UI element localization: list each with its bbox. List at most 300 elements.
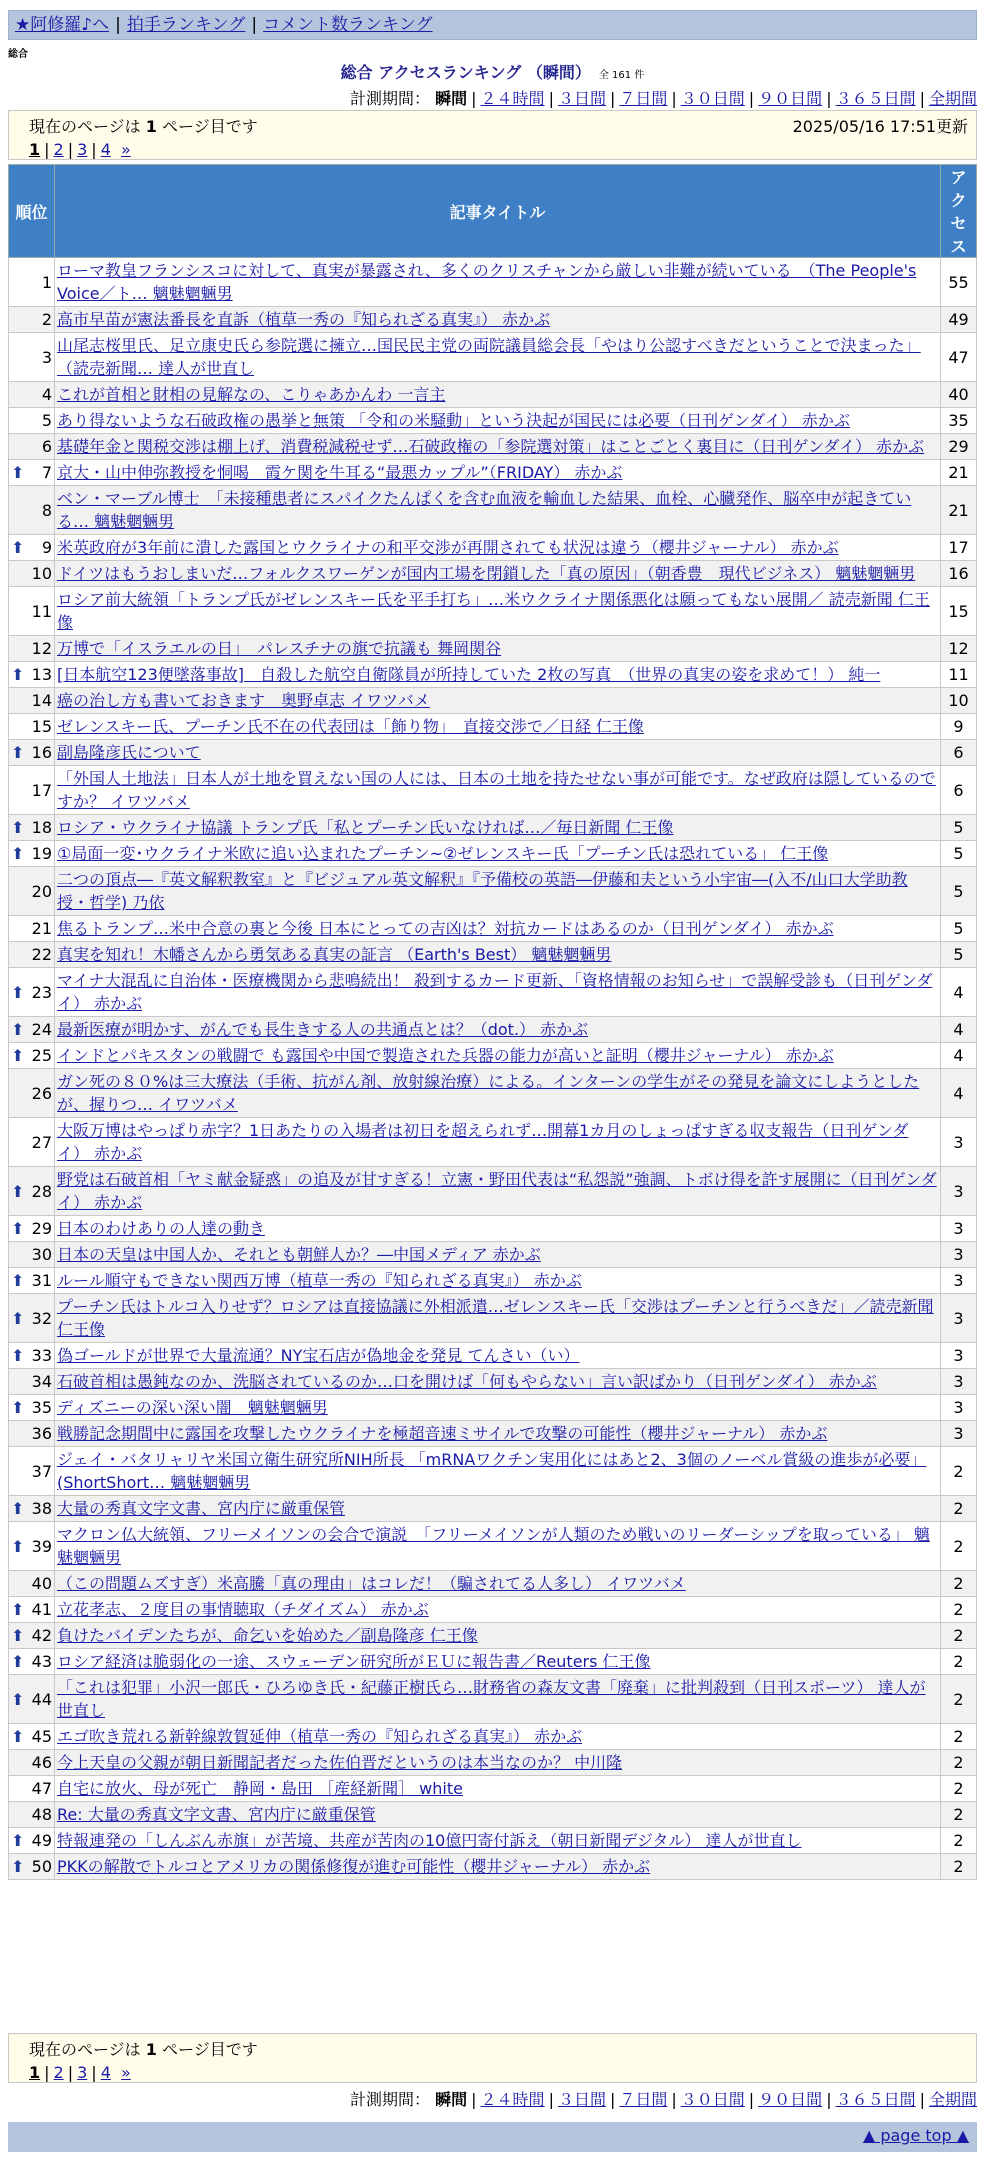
table-row xyxy=(9,1675,977,1724)
period-3d-link[interactable]: ３日間 xyxy=(557,2090,606,2109)
access-count: 3 xyxy=(941,1242,977,1268)
rank-cell xyxy=(9,1724,55,1750)
title-cell xyxy=(55,1167,941,1216)
article-link[interactable]: ①局面一変･ウクライナ米欧に追い込まれたプーチン~②ゼレンスキー氏「プーチン氏は恐れている」 仁王像 xyxy=(57,844,829,863)
access-count: 5 xyxy=(941,841,977,867)
period-365d-link[interactable]: ３６５日間 xyxy=(835,2090,916,2109)
title-cell xyxy=(55,1776,941,1802)
access-count: 2 xyxy=(941,1649,977,1675)
table-row xyxy=(9,1242,977,1268)
period-7d-link[interactable]: ７日間 xyxy=(619,89,668,108)
access-count: 5 xyxy=(941,916,977,942)
rank-cell xyxy=(9,1597,55,1623)
title-cell xyxy=(55,662,941,688)
article-link[interactable]: 日本の天皇は中国人か、それとも朝鮮人か？―中国メディア 赤かぶ xyxy=(57,1245,541,1264)
table-row xyxy=(9,1649,977,1675)
access-count: 2 xyxy=(941,1623,977,1649)
rank-number: 41 xyxy=(31,1600,52,1619)
access-count: 5 xyxy=(941,815,977,841)
table-row xyxy=(9,307,977,333)
title-cell xyxy=(55,1395,941,1421)
article-link[interactable]: インドとパキスタンの戦闘で も露国や中国で製造された兵器の能力が高いと証明（櫻井ジャーナル） 赤かぶ xyxy=(57,1046,834,1065)
title-cell xyxy=(55,1828,941,1854)
article-link[interactable]: マクロン仏大統領、フリーメイソンの会合で演説 「フリーメイソンが人類のため戦いのリーダーシップを取っている」 魑魅魍魎男 xyxy=(57,1525,930,1567)
rank-up-arrow-icon: ⬆ xyxy=(11,463,25,482)
table-row xyxy=(9,942,977,968)
article-link[interactable]: これが首相と財相の見解なの、こりゃあかんわ 一言主 xyxy=(57,385,446,404)
rank-up-arrow-icon: ⬆ xyxy=(11,818,25,837)
page-2-link[interactable]: 2 xyxy=(53,2063,64,2082)
title-cell xyxy=(55,382,941,408)
rank-number: 31 xyxy=(31,1271,52,1290)
article-link[interactable]: [日本航空123便墜落事故] 自殺した航空自衛隊員が所持していた 2枚の写真 （世界の真実の姿を求めて！） 純一 xyxy=(57,665,881,684)
rank-cell xyxy=(9,561,55,587)
access-count: 40 xyxy=(941,382,977,408)
rank-number: 32 xyxy=(31,1308,52,1328)
rank-number: 29 xyxy=(31,1219,52,1238)
period-all-link[interactable]: 全期間 xyxy=(928,2090,977,2109)
rank-up-arrow-icon: ⬆ xyxy=(11,1600,25,1619)
rank-number: 1 xyxy=(41,272,52,292)
table-row xyxy=(9,1017,977,1043)
title-cell xyxy=(55,535,941,561)
title-cell xyxy=(55,740,941,766)
rank-cell xyxy=(9,408,55,434)
rank-number: 6 xyxy=(41,437,52,456)
table-row xyxy=(9,382,977,408)
period-30d-link[interactable]: ３０日間 xyxy=(680,89,745,108)
title-cell xyxy=(55,408,941,434)
access-count: 3 xyxy=(941,1216,977,1242)
access-count: 3 xyxy=(941,1118,977,1167)
title-cell xyxy=(55,815,941,841)
article-link[interactable]: 最新医療が明かす、がんでも長生きする人の共通点とは？（dot.） 赤かぶ xyxy=(57,1020,589,1039)
table-row xyxy=(9,258,977,307)
title-cell xyxy=(55,1421,941,1447)
article-link[interactable]: 特報連発の「しんぶん赤旗」が苦境、共産が苦肉の10億円寄付訴え（朝日新聞デジタル） 達人が世直し xyxy=(57,1831,802,1850)
access-count: 2 xyxy=(941,1802,977,1828)
page-1-link[interactable]: 1 xyxy=(29,2063,41,2082)
period-3d-link[interactable]: ３日間 xyxy=(557,89,606,108)
title-cell xyxy=(55,561,941,587)
rank-cell xyxy=(9,587,55,636)
rank-number: 49 xyxy=(31,1831,52,1850)
article-link[interactable]: 日本のわけありの人達の動き xyxy=(57,1219,266,1238)
table-row xyxy=(9,1294,977,1343)
rank-up-arrow-icon: ⬆ xyxy=(11,1219,25,1238)
rank-up-arrow-icon: ⬆ xyxy=(11,844,25,863)
table-row xyxy=(9,968,977,1017)
article-link[interactable]: 副島隆彦氏について xyxy=(57,743,201,762)
title-cell xyxy=(55,258,941,307)
access-count: 4 xyxy=(941,1069,977,1118)
article-link[interactable]: 京大・山中伸弥教授を恫喝 霞ケ関を牛耳る“最悪カップル”（FRIDAY） 赤かぶ xyxy=(57,463,623,482)
article-link[interactable]: ローマ教皇フランシスコに対して、真実が暴露され、多くのクリスチャンから厳しい非難が続いている （The People's Voice／ト… 魑魅魍魎男 xyxy=(57,261,917,303)
table-row xyxy=(9,916,977,942)
article-link[interactable]: ルール順守もできない関西万博（植草一秀の『知られざる真実』） 赤かぶ xyxy=(57,1271,582,1290)
rank-up-arrow-icon: ⬆ xyxy=(11,1652,25,1671)
rank-cell xyxy=(9,1216,55,1242)
rank-up-arrow-icon: ⬆ xyxy=(11,538,25,557)
article-link[interactable]: ディズニーの深い深い闇 魑魅魍魎男 xyxy=(57,1398,328,1417)
article-link[interactable]: 米英政府が3年前に潰した露国とウクライナの和平交渉が再開されても状況は違う（櫻井ジャーナル） 赤かぶ xyxy=(57,538,839,557)
separator: | xyxy=(115,15,121,35)
rank-cell xyxy=(9,1369,55,1395)
period-current: 瞬間 xyxy=(435,89,468,108)
table-row xyxy=(9,1496,977,1522)
article-link[interactable]: 「これは犯罪」小沢一郎氏・ひろゆき氏・紀藤正樹氏ら…財務省の森友文書「廃棄」に批判殺到（日刊スポーツ） 達人が世直し xyxy=(57,1678,926,1720)
rank-up-arrow-icon: ⬆ xyxy=(11,743,25,762)
access-count: 4 xyxy=(941,1017,977,1043)
rank-number: 45 xyxy=(31,1727,52,1746)
rank-cell xyxy=(9,1802,55,1828)
table-row xyxy=(9,867,977,916)
rank-number: 9 xyxy=(41,538,52,557)
table-row xyxy=(9,1724,977,1750)
rank-cell xyxy=(9,1167,55,1216)
title-cell xyxy=(55,1597,941,1623)
rank-number: 4 xyxy=(41,385,52,404)
title-cell xyxy=(55,1649,941,1675)
rank-number: 34 xyxy=(31,1372,52,1391)
rank-number: 12 xyxy=(31,639,52,658)
rank-number: 35 xyxy=(31,1398,52,1417)
table-row xyxy=(9,535,977,561)
rank-number: 44 xyxy=(31,1689,52,1709)
access-count: 3 xyxy=(941,1395,977,1421)
rank-cell xyxy=(9,1776,55,1802)
rank-cell xyxy=(9,815,55,841)
title-cell xyxy=(55,460,941,486)
access-count: 3 xyxy=(941,1268,977,1294)
page-status: 現在のページは 1 ページ目です xyxy=(29,2040,258,2059)
period-24h-link[interactable]: ２４時間 xyxy=(480,89,545,108)
article-link[interactable]: ゼレンスキー氏、プーチン氏不在の代表団は「飾り物」 直接交渉で／日経 仁王像 xyxy=(57,717,644,736)
article-link[interactable]: あり得ないような石破政権の愚挙と無策 「令和の米騒動」という決起が国民には必要（日刊ゲンダイ） 赤かぶ xyxy=(57,411,850,430)
rank-up-arrow-icon: ⬆ xyxy=(11,1181,25,1201)
page-1-link[interactable]: 1 xyxy=(29,140,41,159)
title-cell xyxy=(55,968,941,1017)
article-link[interactable]: 山尾志桜里氏、足立康史氏ら参院選に擁立…国民民主党の両院議員総会長「やはり公認すべきだということで決まった」（読売新聞… 達人が世直し xyxy=(57,336,921,378)
table-row xyxy=(9,1395,977,1421)
access-count: 3 xyxy=(941,1294,977,1343)
rank-cell xyxy=(9,916,55,942)
title-cell xyxy=(55,714,941,740)
rank-number: 39 xyxy=(31,1536,52,1556)
access-count: 2 xyxy=(941,1675,977,1724)
title-cell xyxy=(55,1447,941,1496)
rank-number: 36 xyxy=(31,1424,52,1443)
rank-cell xyxy=(9,1043,55,1069)
period-selector-bottom: 計測期間： 瞬間 | ２４時間 | ３日間 | ７日間 | ３０日間 | ９０日間 | ３６５日間 | 全期間 xyxy=(350,2090,977,2109)
access-count: 3 xyxy=(941,1369,977,1395)
rank-cell xyxy=(9,382,55,408)
article-link[interactable]: 真実を知れ！木幡さんから勇気ある真実の証言 （Earth's Best） 魑魅魍魎男 xyxy=(57,945,612,964)
table-row xyxy=(9,688,977,714)
period-30d-link[interactable]: ３０日間 xyxy=(680,2090,745,2109)
rank-number: 16 xyxy=(31,743,52,762)
rank-number: 13 xyxy=(31,665,52,684)
article-link[interactable]: ロシア前大統領「トランプ氏がゼレンスキー氏を平手打ち」…米ウクライナ関係悪化は願ってもない展開／ 読売新聞 仁王像 xyxy=(57,590,930,632)
rank-cell xyxy=(9,1268,55,1294)
rank-up-arrow-icon: ⬆ xyxy=(11,1689,25,1709)
rank-up-arrow-icon: ⬆ xyxy=(11,1046,25,1065)
table-row xyxy=(9,1343,977,1369)
pager-top xyxy=(8,110,977,160)
article-link[interactable]: 今上天皇の父親が朝日新聞記者だった佐伯晋だというのは本当なのか？ 中川隆 xyxy=(57,1753,623,1772)
table-row xyxy=(9,1268,977,1294)
article-link[interactable]: （この問題ムズすぎ）米高騰「真の理由」はコレだ！（騙されてる人多し） イワツバメ xyxy=(57,1574,686,1593)
period-90d-link[interactable]: ９０日間 xyxy=(758,89,823,108)
article-link[interactable]: 自宅に放火、母が死亡 静岡・島田 ［産経新聞］ white xyxy=(57,1779,463,1798)
table-row xyxy=(9,1776,977,1802)
table-row xyxy=(9,1522,977,1571)
access-count: 2 xyxy=(941,1776,977,1802)
rank-cell xyxy=(9,662,55,688)
article-link[interactable]: ロシア経済は脆弱化の一途、スウェーデン研究所がＥＵに報告書／Reuters 仁王像 xyxy=(57,1652,651,1671)
table-row xyxy=(9,1597,977,1623)
rank-number: 25 xyxy=(31,1046,52,1065)
clap-ranking-link[interactable]: 拍手ランキング xyxy=(126,15,246,35)
comment-ranking-link[interactable]: コメント数ランキング xyxy=(263,15,433,35)
rank-cell xyxy=(9,766,55,815)
rank-cell xyxy=(9,636,55,662)
rank-cell xyxy=(9,968,55,1017)
title-cell xyxy=(55,1854,941,1880)
title-cell xyxy=(55,1118,941,1167)
article-link[interactable]: Re: 大量の秀真文字文書、宮内庁に厳重保管 xyxy=(57,1805,376,1824)
col-header-access: アクセス xyxy=(941,165,977,258)
rank-cell xyxy=(9,1750,55,1776)
rank-number: 30 xyxy=(31,1245,52,1264)
page-2-link[interactable]: 2 xyxy=(53,140,64,159)
rank-cell xyxy=(9,1421,55,1447)
rank-up-arrow-icon: ⬆ xyxy=(11,1499,25,1518)
rank-number: 20 xyxy=(31,881,52,901)
access-count: 21 xyxy=(941,460,977,486)
table-row xyxy=(9,1571,977,1597)
rank-cell xyxy=(9,1522,55,1571)
ranking-title: 総合 アクセスランキング （瞬間） xyxy=(340,63,591,82)
article-link[interactable]: ガン死の８０%は三大療法（手術、抗がん剤、放射線治療）による。インターンの学生がその発見を論文にしようとしたが、握りつ… イワツバメ xyxy=(57,1072,920,1114)
next-page-link[interactable]: » xyxy=(121,2063,131,2082)
period-7d-link[interactable]: ７日間 xyxy=(619,2090,668,2109)
rank-up-arrow-icon: ⬆ xyxy=(11,1831,25,1850)
article-link[interactable]: 戦勝記念期間中に露国を攻撃したウクライナを極超音速ミサイルで攻撃の可能性（櫻井ジャーナル） 赤かぶ xyxy=(57,1424,828,1443)
period-24h-link[interactable]: ２４時間 xyxy=(480,2090,545,2109)
rank-number: 19 xyxy=(31,844,52,863)
title-cell xyxy=(55,841,941,867)
access-count: 6 xyxy=(941,766,977,815)
rank-cell xyxy=(9,1447,55,1496)
bottom-bar xyxy=(8,2122,977,2152)
page-3-link[interactable]: 3 xyxy=(77,2063,88,2082)
title-cell xyxy=(55,1268,941,1294)
rank-number: 24 xyxy=(31,1020,52,1039)
article-link[interactable]: ジェイ・バタリャリヤ米国立衛生研究所NIH所長 「mRNAワクチン実用化にはあと2、3個のノーベル賞級の進歩が必要」(ShortShort… 魑魅魍魎男 xyxy=(57,1450,927,1492)
access-count: 2 xyxy=(941,1854,977,1880)
article-link[interactable]: 癌の治し方も書いておきます 奥野卓志 イワツバメ xyxy=(57,691,430,710)
table-row xyxy=(9,1043,977,1069)
article-link[interactable]: マイナ大混乱に自治体・医療機関から悲鳴続出！ 殺到するカード更新、「資格情報のお知らせ」で誤解受診も（日刊ゲンダイ） 赤かぶ xyxy=(57,971,933,1013)
article-link[interactable]: PKKの解散でトルコとアメリカの関係修復が進む可能性（櫻井ジャーナル） 赤かぶ xyxy=(57,1857,651,1876)
table-row xyxy=(9,1118,977,1167)
access-count: 12 xyxy=(941,636,977,662)
article-link[interactable]: 焦るトランプ…米中合意の裏と今後 日本にとっての吉凶は？対抗カードはあるのか（日刊ゲンダイ） 赤かぶ xyxy=(57,919,834,938)
table-row xyxy=(9,408,977,434)
period-all-link[interactable]: 全期間 xyxy=(928,89,977,108)
ranking-table xyxy=(8,164,977,1880)
page-status: 現在のページは 1 ページ目です xyxy=(29,117,258,136)
title-cell xyxy=(55,1216,941,1242)
top-nav-bar xyxy=(8,10,977,40)
title-cell xyxy=(55,1369,941,1395)
table-row xyxy=(9,815,977,841)
article-link[interactable]: 石破首相は愚鈍なのか、洗脳されているのか…口を開けば「何もやらない」言い訳ばかり（日刊ゲンダイ） 赤かぶ xyxy=(57,1372,877,1391)
rank-number: 15 xyxy=(31,717,52,736)
rank-cell xyxy=(9,535,55,561)
table-row xyxy=(9,1216,977,1242)
rank-cell xyxy=(9,1294,55,1343)
title-cell xyxy=(55,1294,941,1343)
article-link[interactable]: プーチン氏はトルコ入りせず？ロシアは直接協議に外相派遣…ゼレンスキー氏「交渉はプーチンと行うべきだ」／読売新聞 仁王像 xyxy=(57,1297,934,1339)
access-count: 9 xyxy=(941,714,977,740)
rank-number: 23 xyxy=(31,982,52,1002)
rank-number: 22 xyxy=(31,945,52,964)
title-cell xyxy=(55,1675,941,1724)
title-cell xyxy=(55,434,941,460)
article-link[interactable]: 大量の秀真文字文書、宮内庁に厳重保管 xyxy=(57,1499,346,1518)
page-links: 1 | 2 | 3 | 4 » xyxy=(29,2063,131,2082)
article-link[interactable]: 万博で「イスラエルの日」 パレスチナの旗で抗議も 舞岡関谷 xyxy=(57,639,502,658)
title-cell xyxy=(55,1043,941,1069)
rank-number: 18 xyxy=(31,818,52,837)
article-link[interactable]: 二つの頂点―『英文解釈教室』と『ビジュアル英文解釈』『予備校の英語―伊藤和夫という小宇宙―(入不/山口大学助教授・哲学) 乃依 xyxy=(57,870,908,912)
rank-up-arrow-icon: ⬆ xyxy=(11,1857,25,1876)
title-cell xyxy=(55,916,941,942)
title-cell xyxy=(55,1496,941,1522)
next-page-link[interactable]: » xyxy=(121,140,131,159)
table-row xyxy=(9,1802,977,1828)
rank-cell xyxy=(9,307,55,333)
article-link[interactable]: 立花孝志、２度目の事情聴取（チダイズム） 赤かぶ xyxy=(57,1600,429,1619)
title-cell xyxy=(55,1069,941,1118)
rank-number: 33 xyxy=(31,1346,52,1365)
rank-up-arrow-icon: ⬆ xyxy=(11,1020,25,1039)
rank-number: 2 xyxy=(41,310,52,329)
article-link[interactable]: 高市早苗が憲法番長を直訴（植草一秀の『知られざる真実』） 赤かぶ xyxy=(57,310,551,329)
article-link[interactable]: 偽ゴールドが世界で大量流通？NY宝石店が偽地金を発見 てんさい（い） xyxy=(57,1346,580,1365)
home-link[interactable]: ★阿修羅♪へ xyxy=(15,15,110,35)
separator: | xyxy=(251,15,258,35)
table-row xyxy=(9,1854,977,1880)
rank-number: 8 xyxy=(41,500,52,520)
period-label: 計測期間： xyxy=(350,2090,431,2109)
period-90d-link[interactable]: ９０日間 xyxy=(758,2090,823,2109)
article-link[interactable]: ロシア・ウクライナ協議 トランプ氏「私とプーチン氏いなければ…／毎日新聞 仁王像 xyxy=(57,818,674,837)
access-count: 2 xyxy=(941,1522,977,1571)
access-count: 21 xyxy=(941,486,977,535)
title-cell xyxy=(55,1750,941,1776)
rank-cell xyxy=(9,688,55,714)
access-count: 4 xyxy=(941,968,977,1017)
access-count: 2 xyxy=(941,1724,977,1750)
rank-cell xyxy=(9,1343,55,1369)
access-count: 2 xyxy=(941,1828,977,1854)
page-top-link[interactable]: ▲ page top ▲ xyxy=(862,2126,969,2145)
article-link[interactable]: 野党は石破首相「ヤミ献金疑惑」の追及が甘すぎる！立憲・野田代表は“私怨説”強調、トボけ得を許す展開に（日刊ゲンダイ） 赤かぶ xyxy=(57,1170,937,1212)
period-selector-top: 計測期間： 瞬間 | ２４時間 | ３日間 | ７日間 | ３０日間 | ９０日間 | ３６５日間 | 全期間 xyxy=(350,89,977,108)
access-count: 35 xyxy=(941,408,977,434)
title-cell xyxy=(55,1623,941,1649)
rank-number: 46 xyxy=(31,1753,52,1772)
rank-cell xyxy=(9,434,55,460)
title-cell xyxy=(55,867,941,916)
rank-number: 11 xyxy=(31,601,52,621)
table-row xyxy=(9,740,977,766)
period-365d-link[interactable]: ３６５日間 xyxy=(835,89,916,108)
rank-number: 27 xyxy=(31,1132,52,1152)
period-label: 計測期間： xyxy=(350,89,431,108)
article-link[interactable]: エゴ吹き荒れる新幹線敦賀延伸（植草一秀の『知られざる真実』） 赤かぶ xyxy=(57,1727,583,1746)
table-row xyxy=(9,1069,977,1118)
title-cell xyxy=(55,333,941,382)
access-count: 11 xyxy=(941,662,977,688)
rank-up-arrow-icon: ⬆ xyxy=(11,1271,25,1290)
title-cell xyxy=(55,1724,941,1750)
col-header-title: 記事タイトル xyxy=(55,165,941,258)
page-4-link[interactable]: 4 xyxy=(100,140,111,159)
item-count: 全 161 件 xyxy=(598,70,645,81)
access-count: 10 xyxy=(941,688,977,714)
access-count: 4 xyxy=(941,1043,977,1069)
rank-cell xyxy=(9,1828,55,1854)
rank-cell xyxy=(9,258,55,307)
article-link[interactable]: 基礎年金と関税交渉は棚上げ、消費税減税せず…石破政権の「参院選対策」はことごとく裏目に（日刊ゲンダイ） 赤かぶ xyxy=(57,437,925,456)
rank-cell xyxy=(9,486,55,535)
table-row xyxy=(9,561,977,587)
table-row xyxy=(9,714,977,740)
access-count: 3 xyxy=(941,1343,977,1369)
title-cell xyxy=(55,1242,941,1268)
article-link[interactable]: 「外国人土地法」日本人が土地を買えない国の人には、日本の土地を持たせない事が可能です。なぜ政府は隠しているのですか？ イワツバメ xyxy=(57,769,936,811)
access-count: 2 xyxy=(941,1597,977,1623)
table-row xyxy=(9,1167,977,1216)
article-link[interactable]: 大阪万博はやっぱり赤字？1日あたりの入場者は初日を超えられず…開幕1カ月のしょっぱすぎる収支報告（日刊ゲンダイ） 赤かぶ xyxy=(57,1121,909,1163)
rank-cell xyxy=(9,1118,55,1167)
table-row xyxy=(9,1750,977,1776)
article-link[interactable]: 負けたバイデンたちが、命乞いを始めた／副島隆彦 仁王像 xyxy=(57,1626,478,1645)
access-count: 6 xyxy=(941,740,977,766)
access-count: 16 xyxy=(941,561,977,587)
article-link[interactable]: ドイツはもうおしまいだ…フォルクスワーゲンが国内工場を閉鎖した「真の原因」（朝香豊 現代ビジネス） 魑魅魍魎男 xyxy=(57,564,916,583)
article-link[interactable]: ベン・マーブル博士 「未接種患者にスパイクたんぱくを含む血液を輸血した結果、血栓、心臓発作、脳卒中が起きている… 魑魅魍魎男 xyxy=(57,489,912,531)
page-4-link[interactable]: 4 xyxy=(100,2063,111,2082)
page-3-link[interactable]: 3 xyxy=(77,140,88,159)
table-row xyxy=(9,766,977,815)
table-row xyxy=(9,662,977,688)
access-count: 47 xyxy=(941,333,977,382)
category-tag: 総合 xyxy=(8,49,28,60)
table-row xyxy=(9,333,977,382)
ranking-heading xyxy=(0,60,985,83)
table-row xyxy=(9,1421,977,1447)
rank-cell xyxy=(9,841,55,867)
rank-cell xyxy=(9,1242,55,1268)
access-count: 5 xyxy=(941,867,977,916)
title-cell xyxy=(55,1802,941,1828)
rank-cell xyxy=(9,1571,55,1597)
